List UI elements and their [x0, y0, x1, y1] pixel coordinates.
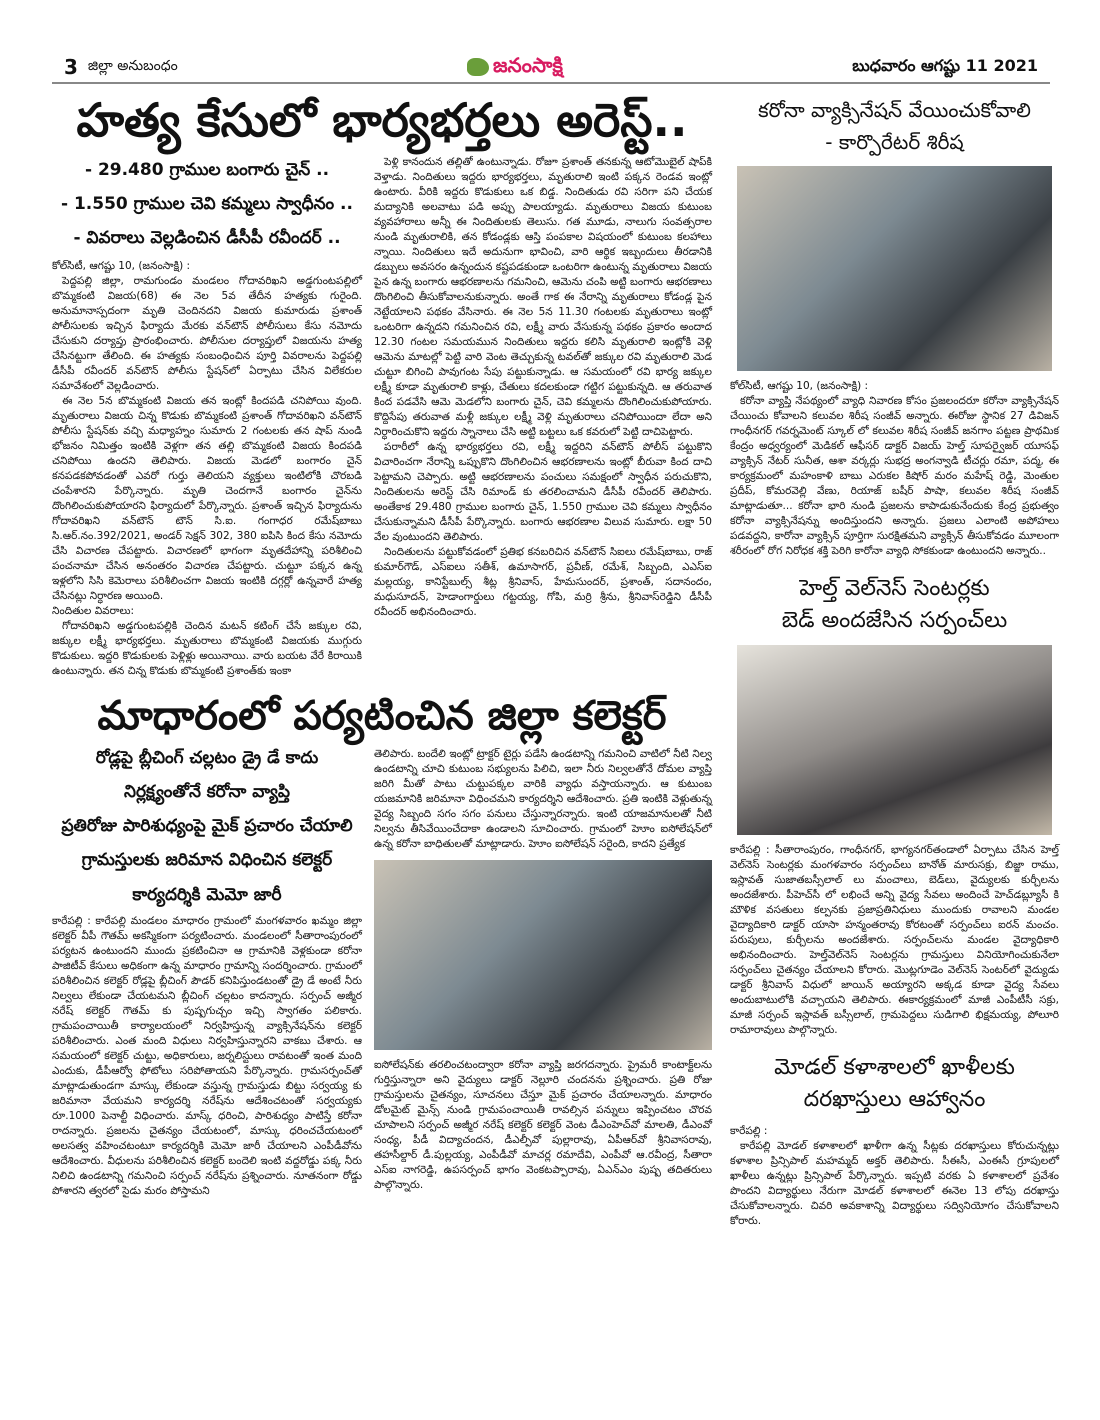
- issue-date: బుధవారం ఆగష్టు 11 2021: [852, 55, 1038, 75]
- paragraph: నిందితులను పట్టుకోవడంలో ప్రతిభ కనబరిచిన వన్‌టౌన్ సిఐలు రమేష్‌బాబు, రాజ్ కుమార్‌గౌడ్, ఎస్ఐలు సతీశ్, ఉమాసాగర్, ప్రవీణ్, రమేశ్, సిబ్బంది, ఎఎస్ఐ మల్లయ్య, కానిస్టేబుల్స్ శీట్ల శ్రీనివాస్, హేమసుందర్, ప్రశాంత్, సదానందం, మధుసూదన్, హెడాంగార్డులు గట్టయ్య, గోపి, మర్రి శ్రీను, శ్రీనివాస్‌రెడ్డిని డీసీపీ రవీందర్ అభినందించారు.: [374, 545, 712, 618]
- vaccination-photo: [737, 166, 1052, 371]
- headline-line2: బెడ్ అందజేసిన సర్పంచ్‌లు: [781, 608, 1008, 633]
- article1-column1: [52, 155, 362, 679]
- headline-line2: దరఖాస్తులు ఆహ్వానం: [803, 1087, 986, 1112]
- left-area: [52, 90, 712, 1213]
- paragraph: ఈ నెల 5న బొమ్మకంటి విజయ తన ఇంట్లో కిందపడి చనిపోయి వుంది. మృతురాలు విజయ చిన్న కొడుకు బొమ్మకంటి ప్రశాంత్ గోదావరిఖని వన్‌టౌన్ పోలీసు స్టేషన్‌కు వచ్చి మధ్యాహ్నం సుమారు 2 గంటలకు తన షాప్ నుండి భోజనం నిమిత్తం ఇంటికి వెళ్లగా తన తల్లి బొమ్మకంటి విజయ కిందపడి చనిపోయి ఉందని తెలిపారు. విజయ మెడలో బంగారం చైన్ కనపడకపోవడంతో ఎవరో గుర్తు తెలియని వ్యక్తులు ఇంటిలోకి చొరబడి చంపేశారని పేర్కొన్నారు. మృతి చెందగానే బంగారం చైన్‌ను దొంగిలించుకుపోయారని ఫిర్యాదులో పేర్కొన్నారు. ప్రశాంత్ ఇచ్చిన ఫిర్యాదును గోదావరిఖని వన్‌టౌన్ టౌన్ సి.ఐ. గంగాధర రమేష్‌బాబు సి.ఆర్.నం.392/2021, అండర్ సెక్షన్ 302, 380 ఐపిసి కింద కేసు నమోదు చేసి విచారణ చేపట్టారు. విచారణలో భాగంగా మృతదేహాన్ని పరిశీలించి పంచనామా చేసిన అనంతరం విచారణ చేపట్టారు. చుట్టూ పక్కన ఉన్న ఇళ్లలోని సిసి కెమెరాలు పరిశీలించగా విజయ ఇంటికి దగ్గర్లో ఉన్నవారే హత్య చేసినట్లు నిర్ధారణ అయింది.: [52, 395, 362, 603]
- dateline: కోల్‌సిటీ, ఆగష్టు 10, (జనంసాక్షి) :: [730, 380, 869, 392]
- section-name: జిల్లా అనుబంధం: [87, 57, 178, 74]
- subhead: రోడ్లపై బ్లీచింగ్ చల్లటం డ్రై డే కాదు: [95, 748, 319, 769]
- article-headline-wellness: [730, 573, 1059, 637]
- subhead: ప్రతిరోజు పారిశుధ్యంపై మైక్ ప్రచారం చేయాలి: [61, 816, 353, 837]
- paragraph: కరోనా వ్యాప్తి నేపథ్యంలో వ్యాధి నివారణ కోసం ప్రజలందరూ కరోనా వ్యాక్సినేషన్ చేయించు కోవాలని కలువల శిరీష సంజీవ్ అన్నారు. ఈరోజు స్థానిక 27 డివిజన్ గాంధీనగర్ గవర్నమెంట్ స్కూల్ లో కలువల శిరీష సంజీవ్ జనగాం పట్టణ ప్రాథమిక కేంద్రం అధ్వర్యంలో మెడికల్ ఆఫీసర్ డాక్టర్ విజయ్ హెల్త్ సూపర్వైజర్ యూసఫ్ వ్యాక్సిన్ నేటర్ సునీత, ఆశా వర్కర్లు సుభద్ర అంగన్వాడి టీచర్లు రమా, పద్మ, ఈ కార్యక్రమంలో మహంకాళి బాబు ఎరుకల కిషోర్ మరం మహేష్ రెడ్డి, మెంతుల ప్రదీప్, కోమరవెల్లి వేణు, రియాజ్ బషీర్ పాషా, కలువల శిరీష సంజీవ్ మాట్లాడుతూ... కరోనా భారి నుండి ప్రజలను కాపాడుకునేందుకు కేంద్ర ప్రభుత్వం కరోనా వ్యాక్సినేషన్ను అందిస్తుందని అన్నారు. ప్రజలు ఎలాంటి అపోహలు పడవద్దని, కారోనా వ్యాక్సిన్ పూర్తిగా సురక్షితమని వ్యాక్సిన్ తీసుకోవడం మూలంగా శరీరంలో రోగ నిరోధక శక్తి పెరిగి కారోనా వ్యాధి సోకకుండా ఉంటుందని అన్నారు..: [730, 395, 1059, 557]
- dateline: కారేపల్లి :: [730, 1125, 768, 1137]
- paragraph: కారేపల్లి మోడల్ కళాశాలలో ఖాళీగా ఉన్న సీట్లకు దరఖాస్తులు కోరుచున్నట్లు కళాశాల ప్రిన్సిపాల్ మహమ్మద్ అక్తర్ తెలిపారు. సీఈసీ, ఎంఈసీ గ్రూపులలో ఖాళీలు ఉన్నట్లు ప్రిన్సిపాల్ పేర్కొన్నారు. ఇప్పటి వరకు ఏ కళాశాలలో ప్రవేశం పొందని విద్యార్థులు నేరుగా మోడల్ కళాశాలలో ఈనెల 13 లోపు దరఖాస్తు చేసుకోవాలన్నారు. చివరి అవకాశాన్ని విద్యార్థులు సద్వినియోగం చేసుకోవాలని కోరారు.: [730, 1140, 1059, 1227]
- paragraph: పెళ్లి కానందున తల్లితో ఉంటున్నాడు. రోజూ ప్రశాంత్ తనకున్న ఆటోమొబైల్ షాప్‌కి వెళ్తాడు. నిందితులు ఇద్దరు భార్యభర్తలు, మృతురాలి ఇంటి పక్కన రెండవ ఇంట్లో ఉంటారు. వీరికి ఇద్దరు కొడుకులు ఒక బిడ్డ. నిందితుడు రవి సరిగా పని చేయక మద్యానికి అలవాటు పడి అప్పు పాలయ్యాడు. మృతురాలు విజయ కుటుంబ వ్యవహారాలు అన్నీ ఈ నిందితులకు తెలుసు. గత మూడు, నాలుగు సంవత్సరాల నుండి మృతురాలికి, తన కోడండ్లకు ఆస్తి పంపకాల విషయంలో కుటుంబ కలహాలు న్నాయి. నిందితులు ఇదే అదునుగా భావించి, వారి ఆర్థిక ఇబ్బందులు తీరడానికి డబ్బులు అవసరం ఉన్నందున కష్టపడకుండా ఒంటరిగా ఉంటున్న మృతురాలు విజయ పైన ఉన్న బంగారు ఆభరణాలను గమనించి, ఆమెను చంపి అట్టి బంగారు ఆభరణాలు దొంగిలించి తీసుకోవాలనుకున్నారు. అంతే గాక ఈ నేరాన్ని మృతురాలు కోడండ్ల పైన నెట్టేయాలని పథకం వేసినారు. ఈ నెల 5న 11.30 గంటలకు మృతురాలు ఇంట్లో ఒంటరిగా ఉన్నదని గమనించిన రవి, లక్ష్మీ వారు వేసుకున్న పథకం ప్రకారం అందాద 12.30 గంటల సమయమున నిందితులు ఇద్దరు కలిసి మృతురాలి ఇంట్లోకి వెళ్లి ఆమెను మాటల్లో పెట్టి వారి వెంట తెచ్చుకున్న టవల్‌తో జక్కుల రవి మృతురాలి మెడ చుట్టూ బిగించి పావుగంట సేపు పట్టుకున్నాడు. ఆ సమయంలో రవి భార్య జక్కుల లక్ష్మీ కూడా మృతురాలి కాళ్లు, చేతులు కదలకుండా గట్టిగ పట్టుకున్నది. ఆ తరువాత కింద పడవేసి ఆమె మెడలోని బంగారు చైన్, చెవి కమ్మలను దొంగిలించుకుపోయారు. కొద్దిసేపు తరువాత మళ్లీ జక్కుల లక్ష్మీ వెళ్లి మృతురాలు చనిపోయిందా లేదా అని నిర్ధారించుకొని ఇద్దరు స్నానాలు చేసి అట్టి బట్టలు ఒక కవరులో పెట్టి దాచిపెట్టారు.: [374, 155, 712, 438]
- page-number: 3: [64, 55, 78, 79]
- article-headline-murder: హత్య కేసులో భార్యభర్తలు అరెస్ట్..: [76, 93, 688, 147]
- article5-column2-top: తెలిపారు. బందేలి ఇంట్లో ట్రాక్టర్ టైర్లు పడేసి ఉండటాన్ని గమనించి వాటిలో నీటి నిల్వ ఉండటాన్ని చూచి కుటుంబ సభ్యులను పిలిచి, ఇలా నీరు నిల్వలతోనే దోమల వ్యాప్తి జరిగి మీతో పాటు చుట్టుపక్కల వారికి వ్యాధు వస్తాయన్నారు. ఆ కుటుంబ యజమానికి జరిమానా విధించమని కార్యదర్శిని ఆదేశించారు. ప్రతి ఇంటికి వెళ్లుతున్న వైద్య సిబ్బంది సగం సగం పనులు చేస్తున్నారన్నారు. ఇంటి యాజమానులతో నీటి నిల్వను తీసివేయించేదాకా ఉండాలని సూచించారు. గ్రామంలో హెూం ఐసోలేషన్‌లో ఉన్న కరోనా బాధితులతో మాట్లాడారు. హెూం ఐసోలేషన్ సరైంది, కాదని ప్రత్యేక: [374, 748, 712, 851]
- article5-column1: [52, 747, 362, 1198]
- subhead: - వివరాలు వెల్లడించిన డీసీపీ రవీందర్ ..: [73, 228, 341, 249]
- article-headline-vaccination: [730, 94, 1059, 158]
- headline-line1: హెల్త్ వెల్‌నెస్ సెంటర్లకు: [799, 576, 990, 601]
- headline-line1: కరోనా వ్యాక్సినేషన్ వేయించుకోవాలి: [758, 98, 1031, 122]
- subhead: నిర్లక్ష్యంతోనే కరోనా వ్యాప్తి: [124, 782, 290, 803]
- article4-body: [730, 1124, 1059, 1229]
- telangana-map-icon: [467, 58, 489, 76]
- masthead-logo: [467, 53, 563, 82]
- page-header: [52, 52, 1050, 84]
- article3-body: కారేపల్లి : సీతారాంపురం, గాంధీనగర్, భాగ్యనగర్‌తండాలో ఏర్పాటు చేసిన హెల్త్ వెల్‌నెస్ సెంటర్లకు మంగళవారం సర్పంచ్‌లు బానోత్ మారుసక్రు, బిజ్జా రాము, ఇస్లావత్ సుజాతబస్సీలాల్ లు మంచాలు, బెడ్‌లు, వైద్యులకు కుర్చీలను అందజేశారు. పీహెచ్‌సీ లో లభించే అన్ని వైద్య సేవలు అందించే హెచ్‌డబ్ల్యూసీ కి మౌళిక వసతులు కల్పనకు ప్రజాప్రతినిధులు ముందుకు రావాలని మండల వైద్యాదికారి డాక్టర్ యాసా హన్మంతరావు కోరటంతో సర్పంచ్‌లు ఐరన్ మంచం. పరుపులు, కుర్చీలను అందజేశారు. సర్పంచ్‌లను మండల వైద్యాధికారి అభినందించారు. హెల్త్‌వెల్‌నెస్ సెంటర్లను గ్రామస్తులు వినియోగించుకునేలా సర్పంచ్‌లు చైతన్యం చేయాలని కోరారు. మొట్లగూడెం వెల్‌నెస్ సెంటర్‌లో వైద్యుడు డాక్టర్ శ్రీనివాస్ విధులో జాయిన్ అయ్యారని అక్కడ కూడా వైద్య సేవలు అందుబాటులోకి వచ్చాయని తెలిపారు. ఈకార్యక్రమంలో మాజీ ఎంపీటీసీ సక్రు, మాజీ సర్పంచ్ ఇస్లావత్ బస్సీలాల్, గ్రామపెద్దలు సుడిగాలి భిక్షమయ్య, పోలూరి రామారావులు పాల్గొన్నారు.: [730, 844, 1059, 1036]
- subhead: గ్రామస్తులకు జరిమాన విధించిన కలెక్టర్: [81, 850, 333, 871]
- article-college: [730, 1052, 1059, 1229]
- article-vaccination: [730, 94, 1059, 559]
- paragraph: నిందితుల వివరాలు:: [52, 605, 135, 618]
- logo-text: జనంసాక్షి: [493, 52, 563, 77]
- article-wellness: [730, 573, 1059, 1038]
- paragraph: పెద్దపల్లి జిల్లా, రామగుండం మండలం గోదావరిఖని అడ్డగుంటపల్లిలో బొమ్మకంటి విజయ(68) ఈ నెల 5వ తేదీన హత్యకు గురైంది. అనుమానాస్పదంగా మృతి చెందినదని విజయ కుమారుడు ప్రశాంత్ పోలీసులకు ఇచ్చిన ఫిర్యాదు మేరకు వన్‌టౌన్ పోలీసులు కేసు నమోదు చేసుకుని దర్యాప్తు ప్రారంభించారు. పోలీసుల దర్యాప్తులో విజయను హత్య చేసినట్టుగా తేలింది. ఈ హత్యకు సంబంధించిన పూర్తి వివరాలను పెద్దపల్లి డీసీపీ రవీందర్ వన్‌టౌన్ పోలీసు స్టేషన్‌లో ఏర్పాటు చేసిన విలేకరుల సమావేశంలో వెల్లడించారు.: [52, 275, 362, 393]
- paragraph: గోదావరిఖని అడ్డగుంటపల్లికి చెందిన మటన్ కటింగ్ చేసే జక్కుల రవి, జక్కుల లక్ష్మీ భార్యభర్తలు. మృతురాలు బొమ్మకంటి విజయకు ముగ్గురు కొడుకులు. ఇద్దరి కొడుకులకు పెళ్లిళ్లు అయినాయి. వారు బయట వేరే కిరాయికి ఉంటున్నారు. తన చిన్న కొడుకు బొమ్మకంటి ప్రశాంత్‌కు ఇంకా: [52, 620, 362, 678]
- wellness-center-photo: [737, 645, 1052, 835]
- headline-line1: మోడల్ కళాశాలలో ఖాళీలకు: [774, 1055, 1015, 1080]
- paragraph: కారేపల్లి : కారేపల్లి మండలం మాధారం గ్రామంలో మంగళవారం ఖమ్మం జిల్లా కలెక్టర్ వీపీ గౌతమ్ అకస్మికంగా పర్యటించారు. మండలంలో సీతారాంపురంలో పర్యటన ఉంటుందని ముందు ప్రకటించినా ఆ గ్రామానికి వెళ్లకుండా కరోనా పాజిటీవ్ కేసులు అధికంగా ఉన్న మాధారం గ్రామాన్ని సందర్శించారు. గ్రామంలో పరిశీలించిన కలెక్టర్ రోడ్లపై బ్లీచింగ్ పౌడర్ కనిపిస్తుండటంతో డ్రై డే అంటే నీరు నిల్వలు లేకుండా చేయటమని బ్లీచింగ్ చల్లటం కాదన్నారు. సర్పంచ్ అజ్మీర నరేష్ కలెక్టర్ గౌతమ్ కు పుష్పగుచ్చం ఇచ్చి స్వాగతం పలికారు. గ్రామపంచాయితీ కార్యాలయంలో నిర్వహిస్తున్న వ్యాక్సినేషన్‌ను కలెక్టర్ పరిశీలించారు. ఎంత మంది విధులు నిర్వహిస్తున్నారని వాకబు చేశారు. ఆ సమయంలో కలెక్టర్ చుట్టు, అధికారులు, జర్నలిస్టులు రావటంతో ఇంత మంది ఎందుకు, డీపీఆర్వో ఫోటోలు సరిపోతాయని పేర్కొన్నారు. గ్రామసర్పంచ్‌తో మాట్లాడుతుండగా మాస్కు లేకుండా వస్తున్న గ్రామస్తుడు బిట్టు సర్వయ్య కు జరిమానా వేయమని కార్యదర్శి నరేష్‌ను ఆదేశించటంతో సర్వయ్యకు రూ.1000 పెనాల్టీ విధించారు. మాస్క్ ధరించి, పారిశుధ్యం పాటిస్తే కరోనా రాదన్నారు. ప్రజలను చైతన్యం చేయటంలో, మాస్కు ధరించచేయటంలో అలసత్వ వహించటంటూ కార్యదర్శికి మెమో జారీ చేయాలని ఎంపీడీవోను ఆదేశించారు. వీధులను పరిశీలించిన కలెక్టర్ బందెలి ఇంటి వద్దరోడ్డు పక్క నీరు నిలిచి ఉండటాన్ని గమనించి సర్పంచ్ నరేష్‌ను ప్రశ్నించారు. నూతనంగా రోడ్డు పోశారని త్వరలో సైడు మరం పోస్తామని: [52, 914, 362, 1197]
- article-subheads: [52, 159, 362, 249]
- article1-column2: [374, 155, 712, 620]
- article-headline-college: [730, 1052, 1059, 1116]
- subhead: - 1.550 గ్రాముల చెవి కమ్మలు స్వాధీనం ..: [61, 193, 353, 214]
- subhead: కార్యదర్శికి మెమో జారీ: [132, 884, 282, 905]
- dateline: కోల్‌సిటీ, ఆగష్టు 10, (జనంసాక్షి) :: [52, 260, 191, 273]
- article-collector: [52, 693, 712, 1198]
- paragraph: పరారీలో ఉన్న భార్యభర్తలు రవి, లక్ష్మీ ఇద్దరిని వన్‌టౌన్ పోలీస్ పట్టుకొని విచారించగా నేరాన్ని ఒప్పుకొని దొంగిలించిన ఆభరణాలను ఇంట్లో బీరువా కింద దాచి పెట్టామని చెప్పారు. అట్టి ఆభరణాలను పంచులు సమక్షంలో స్వాధీన పరుచుకొని, నిందితులను అరెస్ట్ చేసి రిమాండ్ కు తరలించామని డీసీపీ రవీందర్ తెలిపారు. అంతేకాక 29.480 గ్రాముల బంగారు చైన్, 1.550 గ్రాముల చెవి కమ్మలు స్వాధీనం చేసుకున్నామని డీసీపీ పేర్కొన్నారు. బంగారు ఆభరణాల విలువ సుమారు. లక్షా 50 వేల వుంటుందని తెలిపారు.: [374, 440, 712, 543]
- headline-line2: - కార్పొరేటర్ శిరీష: [825, 130, 964, 154]
- article5-column2-bottom: ఐసోలేషన్‌కు తరలించటంద్వారా కరోనా వ్యాప్తి జరగదన్నారు. ప్రైమరీ కాంటాక్ట్‌లను గుర్తిస్తున్నారా అని వైద్యులు డాక్టర్ నెల్లూరి చందనను ప్రశ్నించారు. ప్రతి రోజు గ్రామస్తులను చైతన్యం, సూచనలు చేస్తూ మైక్ ప్రచారం చేయాలన్నారు. మాధారం డోలమైట్ మైన్స్ నుండి గ్రామపంచాయితీ రావల్సిన పన్నులు ఇప్పించటం చొరవ చూపాలని సర్పంచ్ అజ్మీర నరేష్ కలెక్టర్ కలెక్టర్ వెంట డీఎంహెచ్‌వో మాలతి, డీఎంవో సంధ్య, పీడీ విద్యాచందన, డీఎల్పీవో పుల్లారావు, ఏపీఆర్‌వో శ్రీనివాసరావు, తహసీల్దార్ డీ.పుల్లయ్య, ఎంపీడీవో మాచర్ల రమాదేవి, ఎంపీవో ఆ.రవీంద్ర, సీతారా ఎస్ఐ నాగరెడ్డి, ఉపసర్పంచ్ భాగం వెంకటప్పారావు, ఏఎన్ఎం పుష్ప తదితరులు పాల్గొన్నారు.: [374, 1059, 712, 1192]
- article-murder: [52, 94, 712, 679]
- collector-visit-photo: [374, 860, 712, 1050]
- article5-column2: [374, 747, 712, 1193]
- right-column: [724, 90, 1059, 1243]
- article5-subheads: [52, 747, 362, 905]
- article-headline-collector: మాధారంలో పర్యటించిన జిల్లా కలెక్టర్: [97, 693, 667, 740]
- subhead: - 29.480 గ్రాముల బంగారు చైన్ ..: [84, 159, 330, 180]
- article2-body: [730, 379, 1059, 559]
